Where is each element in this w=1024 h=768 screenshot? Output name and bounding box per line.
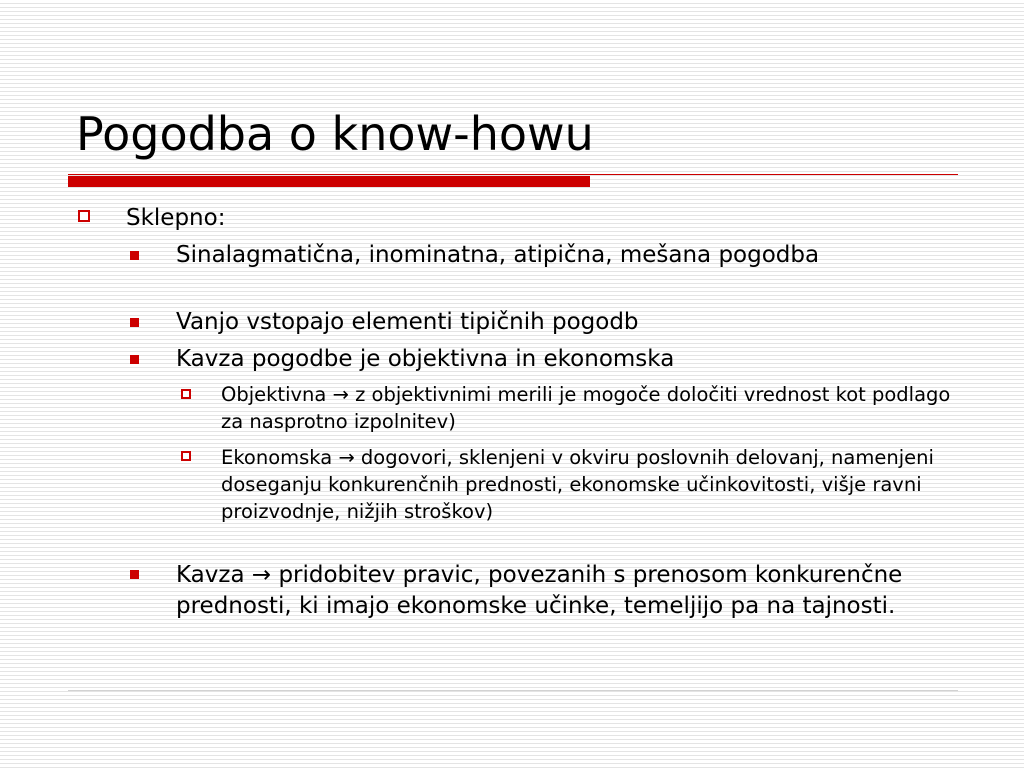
list-item-level2: Kavza → pridobitev pravic, povezanih s prenosom konkurenčne prednosti, ki imajo ekonomske učinke, temeljijo pa na tajnosti.	[176, 562, 903, 619]
title-accent-bar	[68, 176, 590, 187]
filled-square-bullet-icon	[130, 318, 139, 327]
filled-square-bullet-icon	[130, 570, 139, 579]
list-item-level2: Kavza pogodbe je objektivna in ekonomska	[176, 346, 675, 372]
footer-rule	[68, 690, 958, 691]
slide-title: Pogodba o know-howu	[76, 107, 594, 161]
filled-square-bullet-icon	[130, 355, 139, 364]
list-item-level2: Sinalagmatična, inominatna, atipična, mešana pogodba	[176, 242, 820, 268]
hollow-square-bullet-icon	[181, 451, 191, 461]
title-rule	[68, 174, 958, 175]
list-item-level1: Sklepno:	[126, 205, 226, 231]
list-item-level3: Objektivna → z objektivnimi merili je mogoče določiti vrednost kot podlago za nasprotno izpolnitev)	[221, 383, 951, 433]
hollow-square-bullet-icon	[181, 389, 191, 399]
list-item-level3: Ekonomska → dogovori, sklenjeni v okviru poslovnih delovanj, namenjeni doseganju konkurenčnih prednosti, ekonomske učinkovitosti, višje ravni proizvodnje, nižjih stroškov)	[221, 446, 934, 523]
hollow-square-bullet-icon	[78, 210, 90, 222]
filled-square-bullet-icon	[130, 251, 139, 260]
list-item-level2: Vanjo vstopajo elementi tipičnih pogodb	[176, 309, 639, 335]
